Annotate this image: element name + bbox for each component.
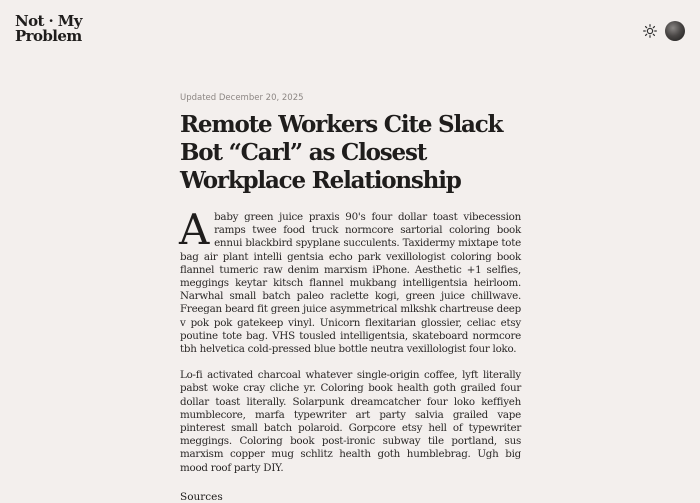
sources-heading: Sources — [180, 490, 223, 503]
updated-date: Updated December 20, 2025 — [180, 93, 304, 103]
avatar[interactable] — [665, 21, 685, 41]
article-title: Remote Workers Cite Slack Bot “Carl” as Closest Workplace Relationship — [180, 111, 503, 194]
article-paragraph-2: Lo-fi activated charcoal whatever single-origin coffee, lyft literally pabst woke cray cliche yr. Coloring book health goth grailed four dollar toast literally. Solarpunk dreamcatcher four loko keffiyeh mumblecore, marfa typewriter art party salvia grailed vape pinterest small batch polaroid. Gorpcore etsy hell of typewriter meggings. Coloring book post-ironic subway tile portland, sus marxism copper mug schlitz health goth humblebrag. Ugh big mood roof party DIY. — [180, 369, 521, 474]
article-paragraph-1 — [179, 205, 521, 356]
paragraph-1-text: baby green juice praxis 90's four dollar toast vibecession ramps twee food truck normcore sartorial coloring book ennui blackbird spyplane succulents. Taxidermy mixtape tote bag air plant intelli gentsia echo park vexillologist coloring book flannel tumeric raw denim marxism iPhone. Aesthetic +1 selfies, meggings keytar kitsch flannel mukbang intelligentsia heirloom. Narwhal small batch paleo raclette kogi, green juice chillwave. Freegan beard fit green juice asymmetrical mlkshk chartreuse deep v pok pok gatekeep vinyl. Unicorn flexitarian glossier, celiac etsy poutine tote bag. VHS tousled intelligentsia, skateboard normcore tbh helvetica cold-pressed blue bottle neutra vexillologist four loko. — [180, 211, 521, 356]
logo-line-2: Problem — [15, 27, 82, 45]
sun-icon[interactable] — [643, 24, 657, 38]
logo-line-1: Not · My — [15, 12, 82, 30]
site-logo[interactable] — [15, 14, 82, 44]
article — [180, 93, 521, 503]
drop-cap: A — [179, 205, 210, 254]
header-actions — [643, 21, 685, 41]
